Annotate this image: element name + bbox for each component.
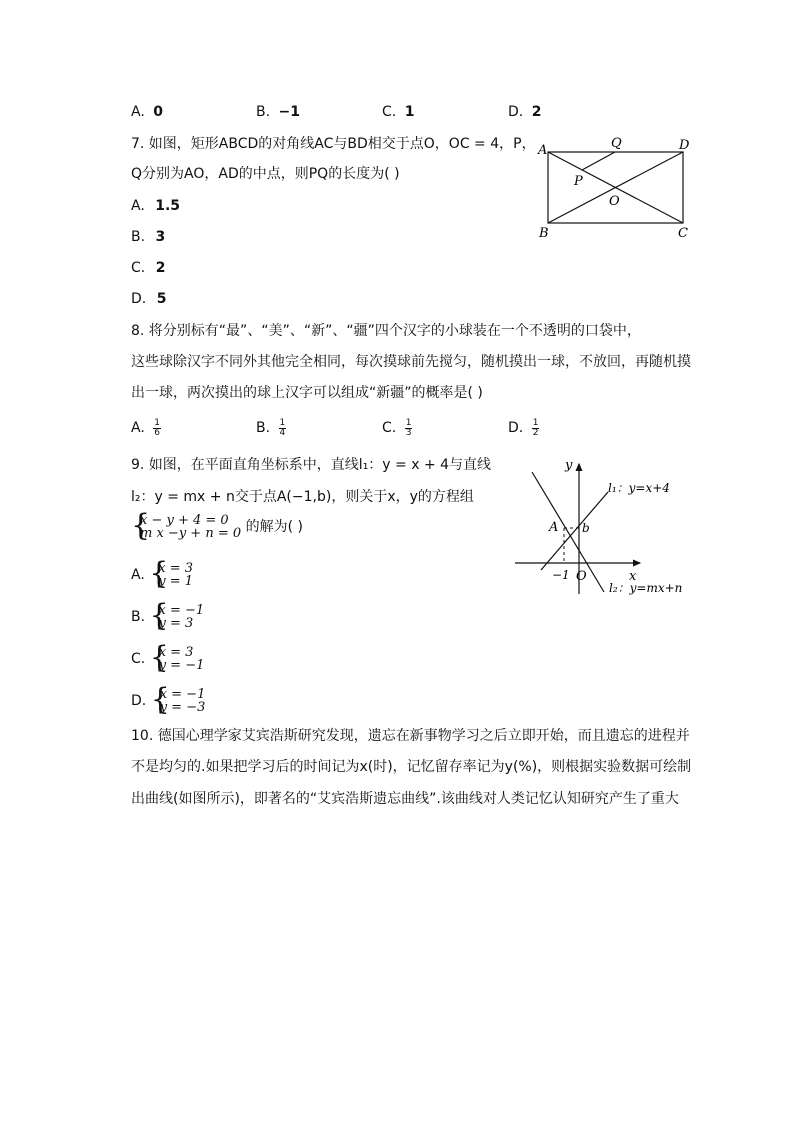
q8-option-c[interactable] xyxy=(382,418,412,438)
q6-option-d[interactable] xyxy=(508,102,541,122)
q8-stem-line1: 8. 将分别标有“最”、“美”、“新”、“疆”四个汉字的小球装在一个不透明的口袋中， xyxy=(131,323,641,339)
y-axis-label: y xyxy=(565,458,573,473)
left-brace-icon: { xyxy=(150,682,170,717)
option-letter: C. xyxy=(382,420,397,436)
q6-option-b[interactable] xyxy=(256,102,300,122)
left-brace-icon: { xyxy=(131,508,151,543)
q8-option-b[interactable] xyxy=(256,418,286,438)
option-value: 3 xyxy=(155,229,166,245)
q7-stem-line1: 7. 如图，矩形ABCD的对角线AC与BD相交于点O，OC = 4，P， xyxy=(131,136,536,152)
option-letter: D. xyxy=(508,104,524,120)
q9-coordinate-figure xyxy=(505,452,705,602)
l2-label: l₂：y=mx+n xyxy=(609,581,683,595)
fraction xyxy=(532,419,540,438)
system-row: x = 3 xyxy=(158,561,193,576)
option-letter: A. xyxy=(131,198,145,214)
l1-label: l₁：y=x+4 xyxy=(608,481,670,495)
q7-option-d[interactable] xyxy=(131,289,166,309)
label-c: C xyxy=(678,226,688,241)
x-axis-label: x xyxy=(629,569,637,584)
system-row: y = −1 xyxy=(158,658,205,673)
left-brace-icon: { xyxy=(149,556,169,591)
q7-option-a[interactable] xyxy=(131,196,180,216)
option-letter: A. xyxy=(131,104,145,120)
option-value: 0 xyxy=(153,104,163,120)
option-value: 2 xyxy=(155,260,166,276)
q9-option-c[interactable] xyxy=(131,640,205,675)
option-letter: C. xyxy=(382,104,397,120)
q8-stem-line3: 出一球，两次摸出的球上汉字可以组成“新疆”的概率是( ) xyxy=(131,385,483,401)
system-row: x = 3 xyxy=(158,645,194,660)
option-letter: C. xyxy=(131,651,146,667)
option-letter: A. xyxy=(131,567,145,583)
option-value: 5 xyxy=(156,291,167,307)
option-letter: D. xyxy=(131,291,147,307)
option-value: 2 xyxy=(531,104,542,120)
option-value: 1 xyxy=(404,104,415,120)
option-system xyxy=(149,556,194,591)
system-row: y = 1 xyxy=(158,574,194,589)
option-system xyxy=(149,640,205,675)
label-d: D xyxy=(679,138,690,153)
q10-stem-line3: 出曲线(如图所示)，即著名的“艾宾浩斯遗忘曲线”.该曲线对人类记忆认知研究产生了重大 xyxy=(131,791,679,807)
label-b: B xyxy=(539,226,549,241)
option-letter: D. xyxy=(508,420,524,436)
option-letter: B. xyxy=(256,104,271,120)
q10-stem-line1: 10. 德国心理学家艾宾浩斯研究发现，遗忘在新事物学习之后立即开始，而且遗忘的进程并 xyxy=(131,728,690,744)
segment-pq xyxy=(582,152,615,170)
q9-equation-system xyxy=(131,508,303,543)
q9-stem-line2: l₂：y = mx + n交于点A(−1,b)，则关于x，y的方程组 xyxy=(131,489,474,505)
denominator: 6 xyxy=(154,427,160,438)
label-o: O xyxy=(609,194,620,209)
left-brace-icon: { xyxy=(149,598,169,633)
system-row: x − y + 4 = 0 xyxy=(140,513,229,528)
option-value: −1 xyxy=(278,104,300,120)
system-suffix: 的解为( ) xyxy=(245,519,303,535)
label-a: A xyxy=(538,143,548,158)
option-system xyxy=(149,598,205,633)
origin-label: O xyxy=(576,569,587,584)
system-row: m x −y + n = 0 xyxy=(140,526,242,541)
neg-one-label: −1 xyxy=(552,568,570,582)
option-letter: B. xyxy=(256,420,271,436)
denominator: 3 xyxy=(405,427,412,438)
option-letter: A. xyxy=(131,420,145,436)
q10-stem-line2: 不是均匀的.如果把学习后的时间记为x(时)，记忆留存率记为y(%)，则根据实验数据可绘制 xyxy=(131,759,692,775)
option-letter: D. xyxy=(131,693,147,709)
q8-option-a[interactable] xyxy=(131,418,161,438)
q9-option-a[interactable] xyxy=(131,556,194,591)
q6-option-c[interactable] xyxy=(382,102,414,122)
system-row: x = −1 xyxy=(158,603,205,618)
q8-option-d[interactable] xyxy=(508,418,539,438)
q8-stem-line2: 这些球除汉字不同外其他完全相同，每次摸球前先搅匀，随机摸出一球，不放回，再随机摸 xyxy=(131,354,691,370)
system-row: y = −3 xyxy=(159,700,206,715)
left-brace-icon: { xyxy=(149,640,169,675)
system-row: x = −1 xyxy=(159,687,206,702)
denominator: 2 xyxy=(532,427,539,438)
option-letter: C. xyxy=(131,260,146,276)
q7-rectangle-figure xyxy=(530,132,700,242)
b-label: b xyxy=(582,521,590,535)
point-a-label: A xyxy=(549,520,559,535)
system-brace-group xyxy=(131,508,242,543)
q7-option-c[interactable] xyxy=(131,258,165,278)
denominator: 4 xyxy=(279,427,286,438)
option-system xyxy=(150,682,206,717)
q7-stem-line2: Q分别为AO，AD的中点，则PQ的长度为( ) xyxy=(131,166,400,182)
option-value: 1.5 xyxy=(155,198,181,214)
label-q: Q xyxy=(611,136,622,151)
fraction xyxy=(153,419,161,438)
option-letter: B. xyxy=(131,609,146,625)
fraction xyxy=(279,419,287,438)
q9-option-d[interactable] xyxy=(131,682,206,717)
numerator: 1 xyxy=(405,417,412,428)
numerator: 1 xyxy=(279,417,286,428)
q9-stem-line1: 9. 如图，在平面直角坐标系中，直线l₁：y = x + 4与直线 xyxy=(131,457,492,473)
option-letter: B. xyxy=(131,229,146,245)
q9-option-b[interactable] xyxy=(131,598,205,633)
q6-option-a[interactable] xyxy=(131,102,163,122)
q7-option-b[interactable] xyxy=(131,227,165,247)
system-row: y = 3 xyxy=(158,616,194,631)
numerator: 1 xyxy=(532,417,539,428)
label-p: P xyxy=(574,174,583,189)
fraction xyxy=(405,419,413,438)
numerator: 1 xyxy=(154,417,160,428)
